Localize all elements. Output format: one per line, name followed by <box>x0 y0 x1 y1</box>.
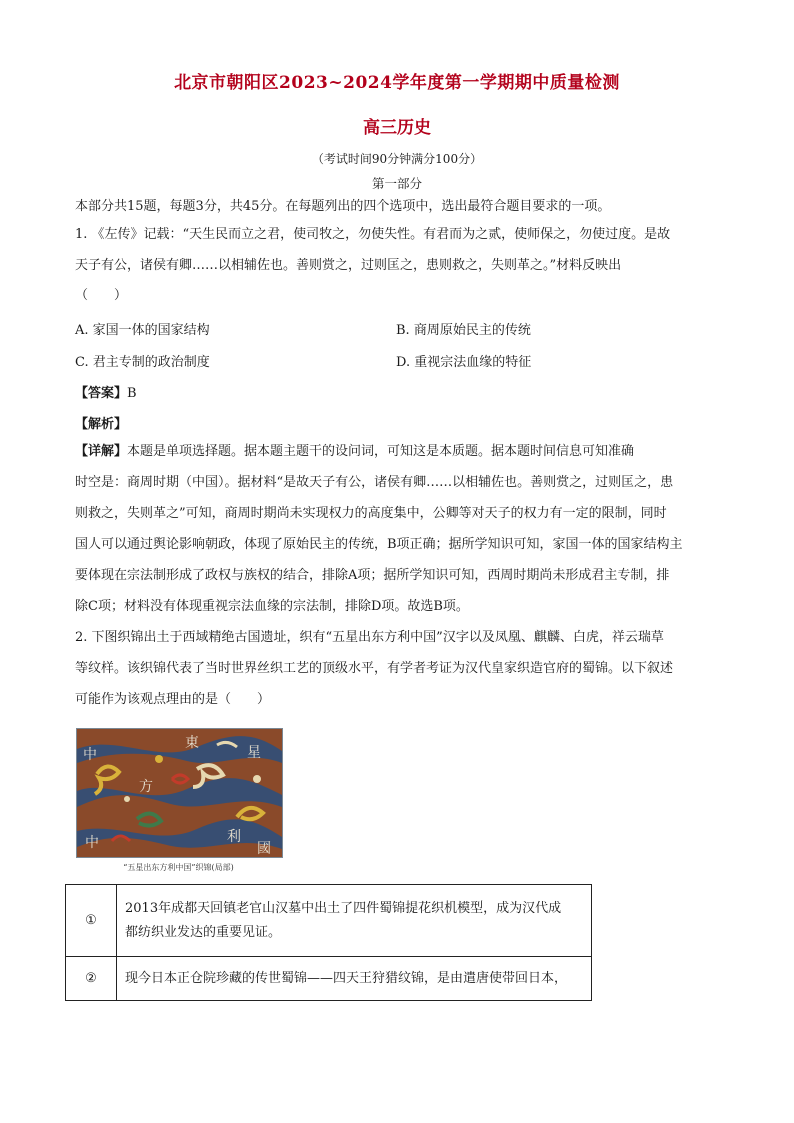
brocade-char: 星 <box>247 745 261 761</box>
q1-option-a: A. 家国一体的国家结构 <box>75 323 210 338</box>
section-heading: 第一部分 <box>371 176 422 191</box>
brocade-char: 利 <box>227 829 241 845</box>
exam-subject: 高三历史 <box>363 118 431 138</box>
figure-caption: “五星出东方利中国”织锦(局部) <box>123 863 234 872</box>
instructions: 本部分共15题，每题3分，共45分。在每题列出的四个选项中，选出最符合题目要求的一项。 <box>75 199 611 214</box>
detail-label: 【详解】 <box>75 444 128 459</box>
brocade-char: 方 <box>139 779 153 795</box>
detail-text: 本题是单项选择题。据本题主题干的设问词，可知这是本质题。据本题时间信息可知准确 <box>127 444 635 459</box>
row-text-line: 2013年成都天回镇老官山汉墓中出土了四件蜀锦提花织机模型，成为汉代成 <box>125 900 562 916</box>
q1-answer <box>75 382 137 401</box>
brocade-image <box>76 728 283 858</box>
row-number: ① <box>66 885 117 957</box>
q1-detail-line-1 <box>75 438 725 466</box>
q1-stem-line-1: 1. 《左传》记载：“天生民而立之君，使司牧之，勿使失性。有君而为之贰，使师保之，勿使过度。是故 <box>75 227 671 242</box>
row-text-line: 都纺织业发达的重要见证。 <box>125 924 282 940</box>
q1-stem-line-3: （ ） <box>75 288 128 303</box>
brocade-char: 中 <box>83 747 97 763</box>
table-row <box>66 885 592 957</box>
answer-label: 【答案】 <box>75 386 128 401</box>
q2-stem-line-1: 2. 下图织锦出土于西域精绝古国遗址，织有“五星出东方利中国”汉字以及凤凰、麒麟、白虎，祥云瑞草 <box>75 630 664 645</box>
q1-option-c: C. 君主专制的政治制度 <box>75 355 210 370</box>
q1-detail-line-6: 除C项；材料没有体现重视宗法血缘的宗法制，排除D项。故选B项。 <box>75 599 469 614</box>
row-text <box>117 885 592 957</box>
exam-title: 北京市朝阳区2023~2024学年度第一学期期中质量检测 <box>174 73 620 93</box>
q1-stem-line-2: 天子有公，诸侯有卿……以相辅佐也。善则赏之，过则匡之，患则救之，失则革之。”材料反映出 <box>75 258 622 273</box>
q1-detail-line-2: 时空是：商周时期（中国）。据材料“是故天子有公，诸侯有卿……以相辅佐也。善则赏之，过则匡之，患 <box>75 475 674 490</box>
q1-detail-line-5: 要体现在宗法制形成了政权与族权的结合，排除A项；据所学知识可知，西周时期尚未形成君主专制，排 <box>75 568 670 583</box>
row-number: ② <box>66 957 117 1001</box>
brocade-char: 國 <box>257 841 271 857</box>
q1-detail-line-3: 则救之，失则革之”可知，商周时期尚未实现权力的高度集中，公卿等对天子的权力有一定的限制，同时 <box>75 506 667 521</box>
q1-option-b: B. 商周原始民主的传统 <box>396 323 531 338</box>
table-row <box>66 957 592 1001</box>
q2-stem-line-2: 等纹样。该织锦代表了当时世界丝织工艺的顶级水平，有学者考证为汉代皇家织造官府的蜀锦。以下叙述 <box>75 661 674 676</box>
row-text-line: 现今日本正仓院珍藏的传世蜀锦——四天王狩猎纹锦，是由遣唐使带回日本， <box>125 970 568 986</box>
brocade-pattern <box>77 729 282 857</box>
exam-time-note: （考试时间90分钟满分100分） <box>311 152 483 166</box>
analysis-label: 【解析】 <box>75 417 128 432</box>
q1-detail-line-4: 国人可以通过舆论影响朝政，体现了原始民主的传统，B项正确；据所学知识可知，家国一体的国家结构主 <box>75 537 683 552</box>
evidence-table <box>65 884 592 1001</box>
brocade-char: 中 <box>85 835 99 851</box>
brocade-char: 東 <box>185 735 199 751</box>
q1-option-d: D. 重视宗法血缘的特征 <box>396 355 532 370</box>
answer-value: B <box>127 386 137 401</box>
q2-stem-line-3: 可能作为该观点理由的是（ ） <box>75 692 271 707</box>
row-text <box>117 957 592 1001</box>
